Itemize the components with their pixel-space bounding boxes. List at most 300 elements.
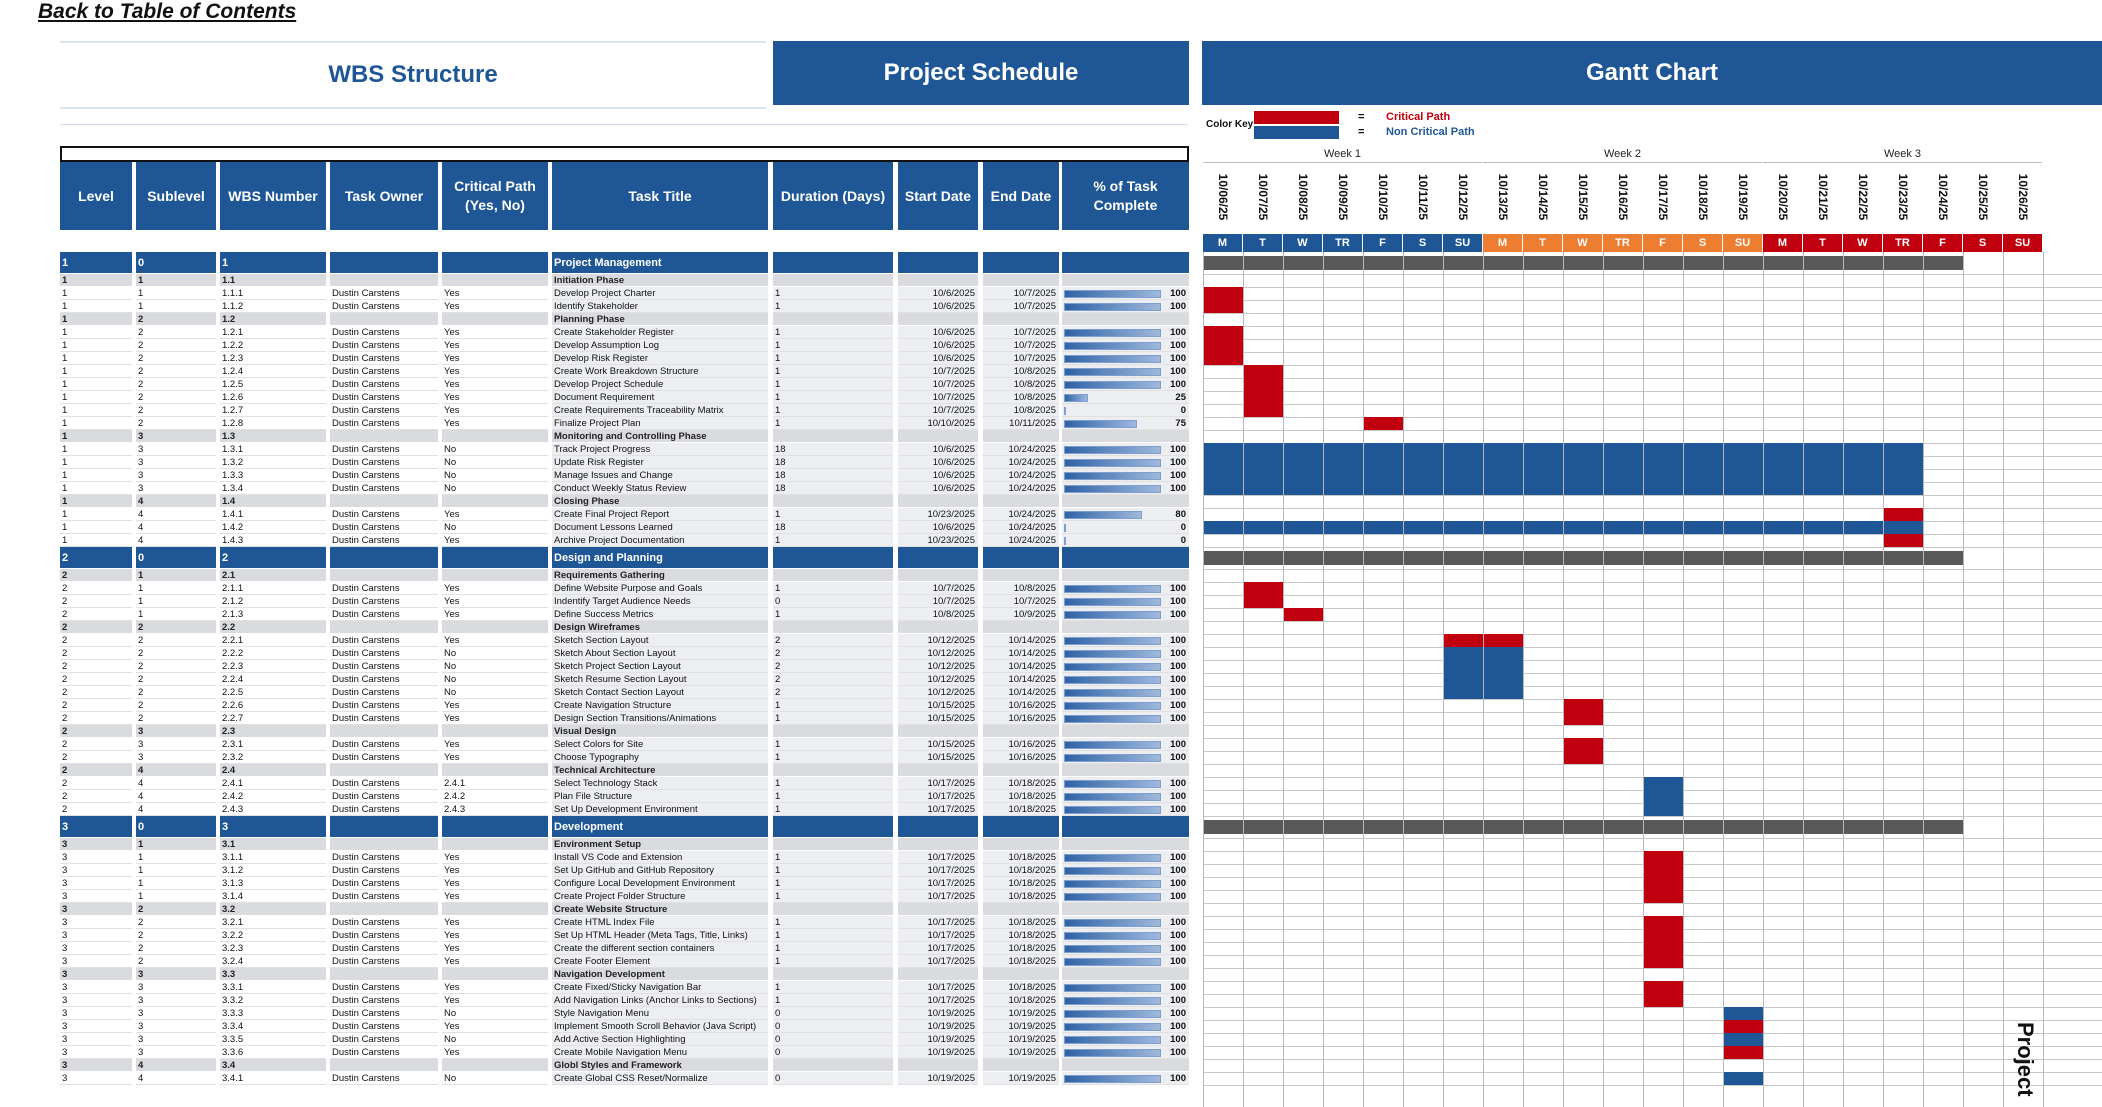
cell-title[interactable]: Visual Design (552, 725, 768, 738)
cell-sub[interactable]: 2 (136, 955, 216, 968)
cell-title[interactable]: Create Stakeholder Register (552, 326, 768, 339)
cell-pct[interactable] (1062, 864, 1189, 877)
cell-end[interactable]: 10/19/2025 (983, 1033, 1059, 1046)
cell-start[interactable]: 10/8/2025 (898, 608, 978, 621)
cell-start[interactable]: 10/12/2025 (898, 634, 978, 647)
table-row[interactable] (0, 417, 1200, 430)
cell-crit[interactable]: Yes (442, 404, 548, 417)
cell-crit[interactable]: Yes (442, 1020, 548, 1033)
cell-owner[interactable]: Dustin Carstens (330, 404, 438, 417)
cell-pct[interactable] (1062, 534, 1189, 547)
cell-start[interactable] (898, 621, 978, 634)
cell-end[interactable] (983, 764, 1059, 777)
cell-crit[interactable] (442, 903, 548, 916)
cell-sub[interactable]: 2 (136, 929, 216, 942)
cell-wbs[interactable]: 1.4.2 (220, 521, 326, 534)
cell-sub[interactable]: 3 (136, 482, 216, 495)
cell-owner[interactable]: Dustin Carstens (330, 647, 438, 660)
cell-owner[interactable]: Dustin Carstens (330, 1020, 438, 1033)
cell-level[interactable]: 1 (60, 495, 132, 508)
cell-sub[interactable]: 2 (136, 942, 216, 955)
back-to-toc-link[interactable]: Back to Table of Contents (38, 0, 297, 23)
cell-sub[interactable]: 2 (136, 660, 216, 673)
cell-dur[interactable]: 1 (773, 326, 893, 339)
cell-dur[interactable]: 1 (773, 300, 893, 313)
cell-level[interactable]: 2 (60, 699, 132, 712)
table-row[interactable] (0, 803, 1200, 816)
cell-sub[interactable]: 4 (136, 508, 216, 521)
cell-end[interactable]: 10/24/2025 (983, 456, 1059, 469)
cell-start[interactable]: 10/7/2025 (898, 595, 978, 608)
cell-level[interactable]: 1 (60, 534, 132, 547)
cell-dur[interactable]: 1 (773, 391, 893, 404)
cell-wbs[interactable]: 1.2.4 (220, 365, 326, 378)
col-header-sublevel[interactable]: Sublevel (136, 162, 216, 230)
table-row[interactable] (0, 738, 1200, 751)
cell-end[interactable]: 10/18/2025 (983, 803, 1059, 816)
cell-owner[interactable]: Dustin Carstens (330, 352, 438, 365)
cell-owner[interactable]: Dustin Carstens (330, 508, 438, 521)
cell-crit[interactable]: Yes (442, 738, 548, 751)
cell-owner[interactable]: Dustin Carstens (330, 994, 438, 1007)
cell-sub[interactable]: 3 (136, 430, 216, 443)
cell-start[interactable]: 10/17/2025 (898, 790, 978, 803)
cell-end[interactable] (983, 1059, 1059, 1072)
cell-owner[interactable]: Dustin Carstens (330, 1033, 438, 1046)
subphase-row[interactable] (0, 274, 1200, 287)
cell-sub[interactable]: 3 (136, 751, 216, 764)
cell-start[interactable]: 10/6/2025 (898, 287, 978, 300)
cell-dur[interactable]: 1 (773, 864, 893, 877)
cell-start[interactable]: 10/17/2025 (898, 877, 978, 890)
cell-title[interactable]: Plan File Structure (552, 790, 768, 803)
cell-level[interactable]: 3 (60, 1059, 132, 1072)
cell-title[interactable]: Create Global CSS Reset/Normalize (552, 1072, 768, 1085)
cell-level[interactable]: 1 (60, 326, 132, 339)
table-row[interactable] (0, 404, 1200, 417)
cell-start[interactable]: 10/7/2025 (898, 365, 978, 378)
cell-dur[interactable]: 2 (773, 660, 893, 673)
cell-end[interactable] (983, 313, 1059, 326)
cell-owner[interactable] (330, 274, 438, 287)
cell-wbs[interactable]: 3.2.1 (220, 916, 326, 929)
cell-crit[interactable]: Yes (442, 981, 548, 994)
table-row[interactable] (0, 864, 1200, 877)
cell-end[interactable] (983, 569, 1059, 582)
cell-level[interactable]: 3 (60, 994, 132, 1007)
cell-title[interactable]: Technical Architecture (552, 764, 768, 777)
cell-crit[interactable] (442, 838, 548, 851)
cell-start[interactable]: 10/6/2025 (898, 482, 978, 495)
cell-crit[interactable]: Yes (442, 877, 548, 890)
cell-pct[interactable] (1062, 508, 1189, 521)
cell-dur[interactable] (773, 725, 893, 738)
cell-crit[interactable]: No (442, 686, 548, 699)
cell-title[interactable]: Identify Stakeholder (552, 300, 768, 313)
cell-end[interactable] (983, 725, 1059, 738)
cell-crit[interactable] (442, 968, 548, 981)
cell-title[interactable]: Manage Issues and Change (552, 469, 768, 482)
cell-dur[interactable]: 1 (773, 365, 893, 378)
cell-end[interactable]: 10/19/2025 (983, 1046, 1059, 1059)
cell-end[interactable]: 10/14/2025 (983, 647, 1059, 660)
subphase-row[interactable] (0, 725, 1200, 738)
subphase-row[interactable] (0, 903, 1200, 916)
cell-owner[interactable] (330, 725, 438, 738)
col-header-critical-path[interactable]: Critical Path (Yes, No) (442, 162, 548, 230)
cell-owner[interactable]: Dustin Carstens (330, 443, 438, 456)
cell-wbs[interactable]: 2 (220, 547, 326, 569)
cell-dur[interactable]: 1 (773, 890, 893, 903)
cell-pct[interactable] (1062, 404, 1189, 417)
cell-level[interactable]: 1 (60, 352, 132, 365)
cell-crit[interactable]: No (442, 469, 548, 482)
cell-end[interactable] (983, 274, 1059, 287)
cell-start[interactable]: 10/17/2025 (898, 777, 978, 790)
cell-crit[interactable]: Yes (442, 378, 548, 391)
table-row[interactable] (0, 608, 1200, 621)
cell-crit[interactable]: Yes (442, 851, 548, 864)
cell-wbs[interactable]: 2.2.4 (220, 673, 326, 686)
cell-sub[interactable]: 1 (136, 287, 216, 300)
cell-crit[interactable]: Yes (442, 417, 548, 430)
cell-level[interactable]: 2 (60, 634, 132, 647)
cell-level[interactable]: 2 (60, 751, 132, 764)
cell-wbs[interactable]: 1.1 (220, 274, 326, 287)
cell-start[interactable]: 10/17/2025 (898, 981, 978, 994)
cell-wbs[interactable]: 2.1 (220, 569, 326, 582)
cell-end[interactable] (983, 621, 1059, 634)
cell-level[interactable]: 2 (60, 647, 132, 660)
cell-title[interactable]: Create Fixed/Sticky Navigation Bar (552, 981, 768, 994)
cell-start[interactable]: 10/12/2025 (898, 686, 978, 699)
cell-title[interactable]: Create Navigation Structure (552, 699, 768, 712)
cell-pct[interactable] (1062, 443, 1189, 456)
table-row[interactable] (0, 326, 1200, 339)
cell-end[interactable]: 10/18/2025 (983, 981, 1059, 994)
cell-pct[interactable] (1062, 365, 1189, 378)
cell-sub[interactable]: 2 (136, 686, 216, 699)
table-row[interactable] (0, 469, 1200, 482)
cell-level[interactable]: 1 (60, 365, 132, 378)
cell-sub[interactable]: 0 (136, 252, 216, 274)
cell-title[interactable]: Define Website Purpose and Goals (552, 582, 768, 595)
cell-sub[interactable]: 2 (136, 903, 216, 916)
cell-dur[interactable]: 1 (773, 712, 893, 725)
cell-dur[interactable]: 1 (773, 738, 893, 751)
cell-wbs[interactable]: 2.2.6 (220, 699, 326, 712)
cell-level[interactable]: 2 (60, 547, 132, 569)
cell-pct[interactable] (1062, 816, 1189, 838)
cell-level[interactable]: 3 (60, 851, 132, 864)
cell-sub[interactable]: 4 (136, 1072, 216, 1085)
cell-level[interactable]: 1 (60, 521, 132, 534)
cell-title[interactable]: Configure Local Development Environment (552, 877, 768, 890)
cell-end[interactable]: 10/14/2025 (983, 634, 1059, 647)
cell-crit[interactable]: Yes (442, 634, 548, 647)
cell-wbs[interactable]: 3.3.2 (220, 994, 326, 1007)
cell-wbs[interactable]: 2.4.2 (220, 790, 326, 803)
cell-owner[interactable]: Dustin Carstens (330, 981, 438, 994)
cell-dur[interactable]: 1 (773, 404, 893, 417)
cell-start[interactable]: 10/15/2025 (898, 738, 978, 751)
cell-owner[interactable]: Dustin Carstens (330, 417, 438, 430)
cell-title[interactable]: Create Website Structure (552, 903, 768, 916)
cell-pct[interactable] (1062, 469, 1189, 482)
cell-sub[interactable]: 2 (136, 634, 216, 647)
cell-sub[interactable]: 1 (136, 890, 216, 903)
cell-end[interactable]: 10/14/2025 (983, 686, 1059, 699)
cell-level[interactable]: 3 (60, 929, 132, 942)
cell-start[interactable] (898, 764, 978, 777)
cell-pct[interactable] (1062, 634, 1189, 647)
cell-sub[interactable]: 4 (136, 790, 216, 803)
cell-owner[interactable]: Dustin Carstens (330, 326, 438, 339)
cell-start[interactable]: 10/19/2025 (898, 1020, 978, 1033)
cell-level[interactable]: 2 (60, 764, 132, 777)
cell-wbs[interactable]: 3.1.2 (220, 864, 326, 877)
cell-crit[interactable] (442, 430, 548, 443)
cell-owner[interactable] (330, 313, 438, 326)
cell-title[interactable]: Track Project Progress (552, 443, 768, 456)
cell-level[interactable]: 3 (60, 816, 132, 838)
table-row[interactable] (0, 339, 1200, 352)
cell-sub[interactable]: 2 (136, 699, 216, 712)
cell-owner[interactable]: Dustin Carstens (330, 916, 438, 929)
cell-crit[interactable]: Yes (442, 352, 548, 365)
cell-dur[interactable]: 18 (773, 456, 893, 469)
cell-pct[interactable] (1062, 495, 1189, 508)
cell-dur[interactable] (773, 274, 893, 287)
cell-start[interactable]: 10/19/2025 (898, 1046, 978, 1059)
cell-crit[interactable]: No (442, 443, 548, 456)
cell-end[interactable] (983, 430, 1059, 443)
cell-dur[interactable]: 2 (773, 634, 893, 647)
cell-owner[interactable] (330, 430, 438, 443)
cell-owner[interactable] (330, 968, 438, 981)
cell-sub[interactable]: 0 (136, 547, 216, 569)
cell-dur[interactable] (773, 764, 893, 777)
cell-owner[interactable]: Dustin Carstens (330, 521, 438, 534)
cell-end[interactable]: 10/19/2025 (983, 1020, 1059, 1033)
cell-pct[interactable] (1062, 352, 1189, 365)
col-header-start-date[interactable]: Start Date (898, 162, 978, 230)
cell-wbs[interactable]: 2.4.1 (220, 777, 326, 790)
cell-end[interactable]: 10/18/2025 (983, 916, 1059, 929)
cell-owner[interactable]: Dustin Carstens (330, 660, 438, 673)
cell-level[interactable]: 1 (60, 443, 132, 456)
table-row[interactable] (0, 595, 1200, 608)
cell-title[interactable]: Develop Project Schedule (552, 378, 768, 391)
cell-sub[interactable]: 3 (136, 469, 216, 482)
cell-start[interactable] (898, 725, 978, 738)
cell-owner[interactable]: Dustin Carstens (330, 803, 438, 816)
cell-dur[interactable]: 1 (773, 417, 893, 430)
cell-dur[interactable] (773, 816, 893, 838)
cell-wbs[interactable]: 2.1.3 (220, 608, 326, 621)
cell-title[interactable]: Set Up GitHub and GitHub Repository (552, 864, 768, 877)
cell-end[interactable]: 10/16/2025 (983, 738, 1059, 751)
cell-title[interactable]: Conduct Weekly Status Review (552, 482, 768, 495)
cell-crit[interactable]: Yes (442, 890, 548, 903)
cell-level[interactable]: 1 (60, 417, 132, 430)
cell-crit[interactable]: Yes (442, 391, 548, 404)
cell-end[interactable]: 10/24/2025 (983, 534, 1059, 547)
cell-wbs[interactable]: 2.4.3 (220, 803, 326, 816)
cell-owner[interactable] (330, 569, 438, 582)
cell-sub[interactable]: 2 (136, 621, 216, 634)
cell-sub[interactable]: 2 (136, 673, 216, 686)
cell-start[interactable]: 10/15/2025 (898, 712, 978, 725)
cell-dur[interactable] (773, 313, 893, 326)
cell-pct[interactable] (1062, 621, 1189, 634)
cell-crit[interactable]: Yes (442, 339, 548, 352)
cell-crit[interactable]: Yes (442, 582, 548, 595)
cell-end[interactable]: 10/7/2025 (983, 300, 1059, 313)
table-row[interactable] (0, 521, 1200, 534)
cell-level[interactable]: 1 (60, 482, 132, 495)
cell-pct[interactable] (1062, 686, 1189, 699)
cell-title[interactable]: Archive Project Documentation (552, 534, 768, 547)
cell-level[interactable]: 3 (60, 981, 132, 994)
cell-wbs[interactable]: 3.2.2 (220, 929, 326, 942)
cell-sub[interactable]: 1 (136, 838, 216, 851)
cell-owner[interactable]: Dustin Carstens (330, 300, 438, 313)
cell-pct[interactable] (1062, 595, 1189, 608)
cell-owner[interactable] (330, 838, 438, 851)
cell-start[interactable]: 10/17/2025 (898, 942, 978, 955)
cell-pct[interactable] (1062, 569, 1189, 582)
cell-pct[interactable] (1062, 738, 1189, 751)
cell-pct[interactable] (1062, 955, 1189, 968)
cell-title[interactable]: Develop Assumption Log (552, 339, 768, 352)
subphase-row[interactable] (0, 495, 1200, 508)
table-row[interactable] (0, 686, 1200, 699)
cell-title[interactable]: Set Up Development Environment (552, 803, 768, 816)
cell-start[interactable]: 10/6/2025 (898, 469, 978, 482)
cell-crit[interactable]: 2.4.2 (442, 790, 548, 803)
cell-title[interactable]: Design Wireframes (552, 621, 768, 634)
cell-start[interactable]: 10/12/2025 (898, 647, 978, 660)
col-header-level[interactable]: Level (60, 162, 132, 230)
cell-end[interactable] (983, 838, 1059, 851)
cell-end[interactable]: 10/9/2025 (983, 608, 1059, 621)
phase-row[interactable] (0, 252, 1200, 274)
cell-pct[interactable] (1062, 851, 1189, 864)
table-row[interactable] (0, 751, 1200, 764)
cell-crit[interactable]: Yes (442, 365, 548, 378)
cell-title[interactable]: Initiation Phase (552, 274, 768, 287)
cell-level[interactable]: 2 (60, 777, 132, 790)
cell-start[interactable]: 10/15/2025 (898, 699, 978, 712)
cell-owner[interactable]: Dustin Carstens (330, 673, 438, 686)
cell-title[interactable]: Implement Smooth Scroll Behavior (Java Script) (552, 1020, 768, 1033)
cell-pct[interactable] (1062, 712, 1189, 725)
col-header-task-title[interactable]: Task Title (552, 162, 768, 230)
cell-owner[interactable]: Dustin Carstens (330, 482, 438, 495)
cell-end[interactable]: 10/18/2025 (983, 955, 1059, 968)
cell-dur[interactable] (773, 252, 893, 274)
cell-title[interactable]: Create Work Breakdown Structure (552, 365, 768, 378)
cell-sub[interactable]: 4 (136, 764, 216, 777)
cell-level[interactable]: 1 (60, 404, 132, 417)
cell-dur[interactable] (773, 903, 893, 916)
cell-start[interactable]: 10/17/2025 (898, 890, 978, 903)
cell-crit[interactable]: Yes (442, 994, 548, 1007)
cell-title[interactable]: Development (552, 816, 768, 838)
cell-dur[interactable] (773, 495, 893, 508)
cell-title[interactable]: Document Lessons Learned (552, 521, 768, 534)
cell-level[interactable]: 1 (60, 339, 132, 352)
cell-pct[interactable] (1062, 582, 1189, 595)
cell-sub[interactable]: 1 (136, 851, 216, 864)
cell-owner[interactable]: Dustin Carstens (330, 1072, 438, 1085)
cell-dur[interactable]: 1 (773, 942, 893, 955)
cell-wbs[interactable]: 3 (220, 816, 326, 838)
cell-title[interactable]: Environment Setup (552, 838, 768, 851)
cell-pct[interactable] (1062, 751, 1189, 764)
cell-start[interactable]: 10/19/2025 (898, 1033, 978, 1046)
cell-end[interactable]: 10/8/2025 (983, 365, 1059, 378)
cell-crit[interactable] (442, 1059, 548, 1072)
table-row[interactable] (0, 443, 1200, 456)
cell-end[interactable]: 10/18/2025 (983, 942, 1059, 955)
cell-wbs[interactable]: 1.4 (220, 495, 326, 508)
cell-level[interactable]: 3 (60, 877, 132, 890)
cell-end[interactable]: 10/7/2025 (983, 326, 1059, 339)
cell-level[interactable]: 3 (60, 890, 132, 903)
cell-owner[interactable]: Dustin Carstens (330, 339, 438, 352)
cell-end[interactable] (983, 816, 1059, 838)
cell-sub[interactable]: 4 (136, 777, 216, 790)
cell-wbs[interactable]: 1.2.7 (220, 404, 326, 417)
cell-wbs[interactable]: 3.3 (220, 968, 326, 981)
cell-crit[interactable]: Yes (442, 595, 548, 608)
cell-crit[interactable]: Yes (442, 955, 548, 968)
cell-pct[interactable] (1062, 994, 1189, 1007)
cell-end[interactable]: 10/18/2025 (983, 851, 1059, 864)
cell-owner[interactable]: Dustin Carstens (330, 877, 438, 890)
cell-owner[interactable]: Dustin Carstens (330, 1046, 438, 1059)
cell-start[interactable]: 10/6/2025 (898, 456, 978, 469)
cell-title[interactable]: Select Technology Stack (552, 777, 768, 790)
cell-dur[interactable]: 18 (773, 521, 893, 534)
cell-title[interactable]: Update Risk Register (552, 456, 768, 469)
cell-wbs[interactable]: 1.2 (220, 313, 326, 326)
cell-start[interactable]: 10/17/2025 (898, 929, 978, 942)
table-row[interactable] (0, 981, 1200, 994)
cell-title[interactable]: Indentify Target Audience Needs (552, 595, 768, 608)
cell-crit[interactable]: Yes (442, 942, 548, 955)
cell-title[interactable]: Design Section Transitions/Animations (552, 712, 768, 725)
cell-crit[interactable]: Yes (442, 608, 548, 621)
cell-level[interactable]: 1 (60, 456, 132, 469)
cell-dur[interactable] (773, 838, 893, 851)
cell-pct[interactable] (1062, 430, 1189, 443)
cell-sub[interactable]: 3 (136, 738, 216, 751)
cell-dur[interactable]: 0 (773, 1033, 893, 1046)
cell-level[interactable]: 2 (60, 712, 132, 725)
cell-pct[interactable] (1062, 252, 1189, 274)
subphase-row[interactable] (0, 968, 1200, 981)
cell-dur[interactable]: 1 (773, 851, 893, 864)
cell-start[interactable]: 10/7/2025 (898, 582, 978, 595)
cell-dur[interactable]: 1 (773, 287, 893, 300)
cell-level[interactable]: 1 (60, 430, 132, 443)
cell-owner[interactable]: Dustin Carstens (330, 851, 438, 864)
cell-level[interactable]: 2 (60, 673, 132, 686)
cell-wbs[interactable]: 3.4.1 (220, 1072, 326, 1085)
